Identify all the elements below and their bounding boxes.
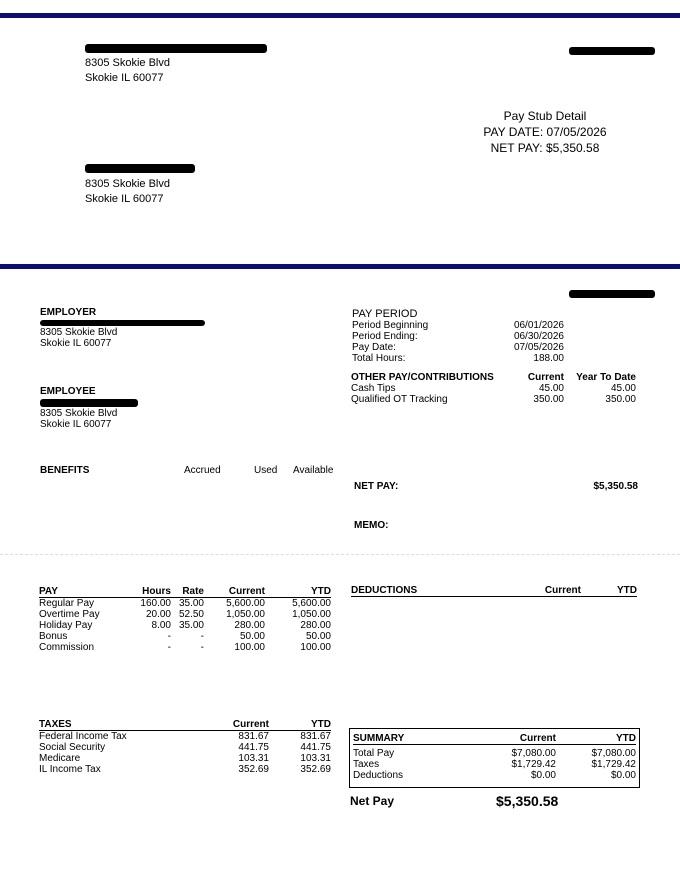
taxes-header: TAXES [39,719,209,731]
benefits-available-header: Available [293,465,334,476]
redacted-employer-stub-name [40,320,205,326]
table-row: Cash Tips 45.00 45.00 [351,383,636,394]
net-pay-value: $5,350.58 [593,481,638,492]
benefits-accrued-header: Accrued [184,465,221,476]
employer-block [40,307,205,349]
table-row: Overtime Pay 20.00 52.50 1,050.00 1,050.00 [39,609,331,620]
table-row: Deductions $0.00 $0.00 [353,770,636,781]
pay-header: PAY [39,586,139,598]
divider [0,554,680,555]
net-pay-line: NET PAY: $5,350.58 [490,141,600,155]
table-row: Period Beginning 06/01/2026 [352,320,564,331]
table-row: SUMMARY Current YTD [353,733,636,744]
table-row: Period Ending: 06/30/2026 [352,331,564,342]
table-row: Regular Pay 160.00 35.00 5,600.00 5,600.00 [39,598,331,609]
table-row: DEDUCTIONS Current YTD [351,585,637,596]
stub-border [0,264,680,269]
table-row: OTHER PAY/CONTRIBUTIONS Current Year To Date [351,372,636,383]
employee-address-line: 8305 Skokie Blvd [40,408,118,419]
pay-period-label: PAY PERIOD [352,308,418,320]
redacted-check-number-stub [569,290,655,298]
table-row: TAXES Current YTD [39,719,331,730]
employee-label: EMPLOYEE [40,386,96,397]
redacted-check-number [569,47,655,55]
redacted-employee-name [85,164,195,173]
pay-period-block [352,308,564,364]
summary-net-pay-label: Net Pay [350,794,395,808]
redacted-employer-name [85,44,267,53]
redacted-employee-stub-name [40,399,138,407]
pay-table [39,586,331,653]
table-row: PAY Hours Rate Current YTD [39,586,331,597]
table-row: Federal Income Tax 831.67 831.67 [39,731,331,742]
other-pay-label: OTHER PAY/CONTRIBUTIONS [351,372,494,383]
pay-stub-header [470,108,620,156]
deductions-table [351,585,637,597]
summary-header: SUMMARY [353,733,476,745]
benefits-used-header: Used [254,465,278,476]
top-employee-address: 8305 Skokie Blvd Skokie IL 60077 [85,178,170,205]
employee-block [40,386,138,430]
pay-period-table [352,320,564,364]
employer-label: EMPLOYER [40,307,97,318]
summary-net-pay-value: $5,350.58 [496,793,559,809]
employer-address-line: 8305 Skokie Blvd [40,327,118,338]
summary-box [349,728,640,788]
pay-stub-title: Pay Stub Detail [503,109,587,123]
pay-date-line: PAY DATE: 07/05/2026 [483,125,607,139]
table-row: Commission - - 100.00 100.00 [39,642,331,653]
table-row: Pay Date: 07/05/2026 [352,342,564,353]
summary-table [353,733,636,781]
net-pay-label: NET PAY: [354,481,399,492]
table-row: Holiday Pay 8.00 35.00 280.00 280.00 [39,620,331,631]
benefits-label: BENEFITS [40,465,90,476]
table-row: Medicare 103.31 103.31 [39,753,331,764]
employer-address-line: Skokie IL 60077 [40,338,112,349]
memo-label: MEMO: [354,520,389,531]
employee-address-line: Skokie IL 60077 [40,419,112,430]
table-row: Qualified OT Tracking 350.00 350.00 [351,394,636,405]
table-row: Social Security 441.75 441.75 [39,742,331,753]
deductions-header: DEDUCTIONS [351,585,501,597]
top-employer-address: 8305 Skokie Blvd Skokie IL 60077 [85,57,170,84]
taxes-table [39,719,331,775]
table-row: Total Pay $7,080.00 $7,080.00 [353,748,636,759]
table-row: Total Hours: 188.00 [352,353,564,364]
table-row: Taxes $1,729.42 $1,729.42 [353,759,636,770]
table-row: IL Income Tax 352.69 352.69 [39,764,331,775]
table-row: Bonus - - 50.00 50.00 [39,631,331,642]
other-pay-table [351,372,636,405]
top-border [0,13,680,18]
